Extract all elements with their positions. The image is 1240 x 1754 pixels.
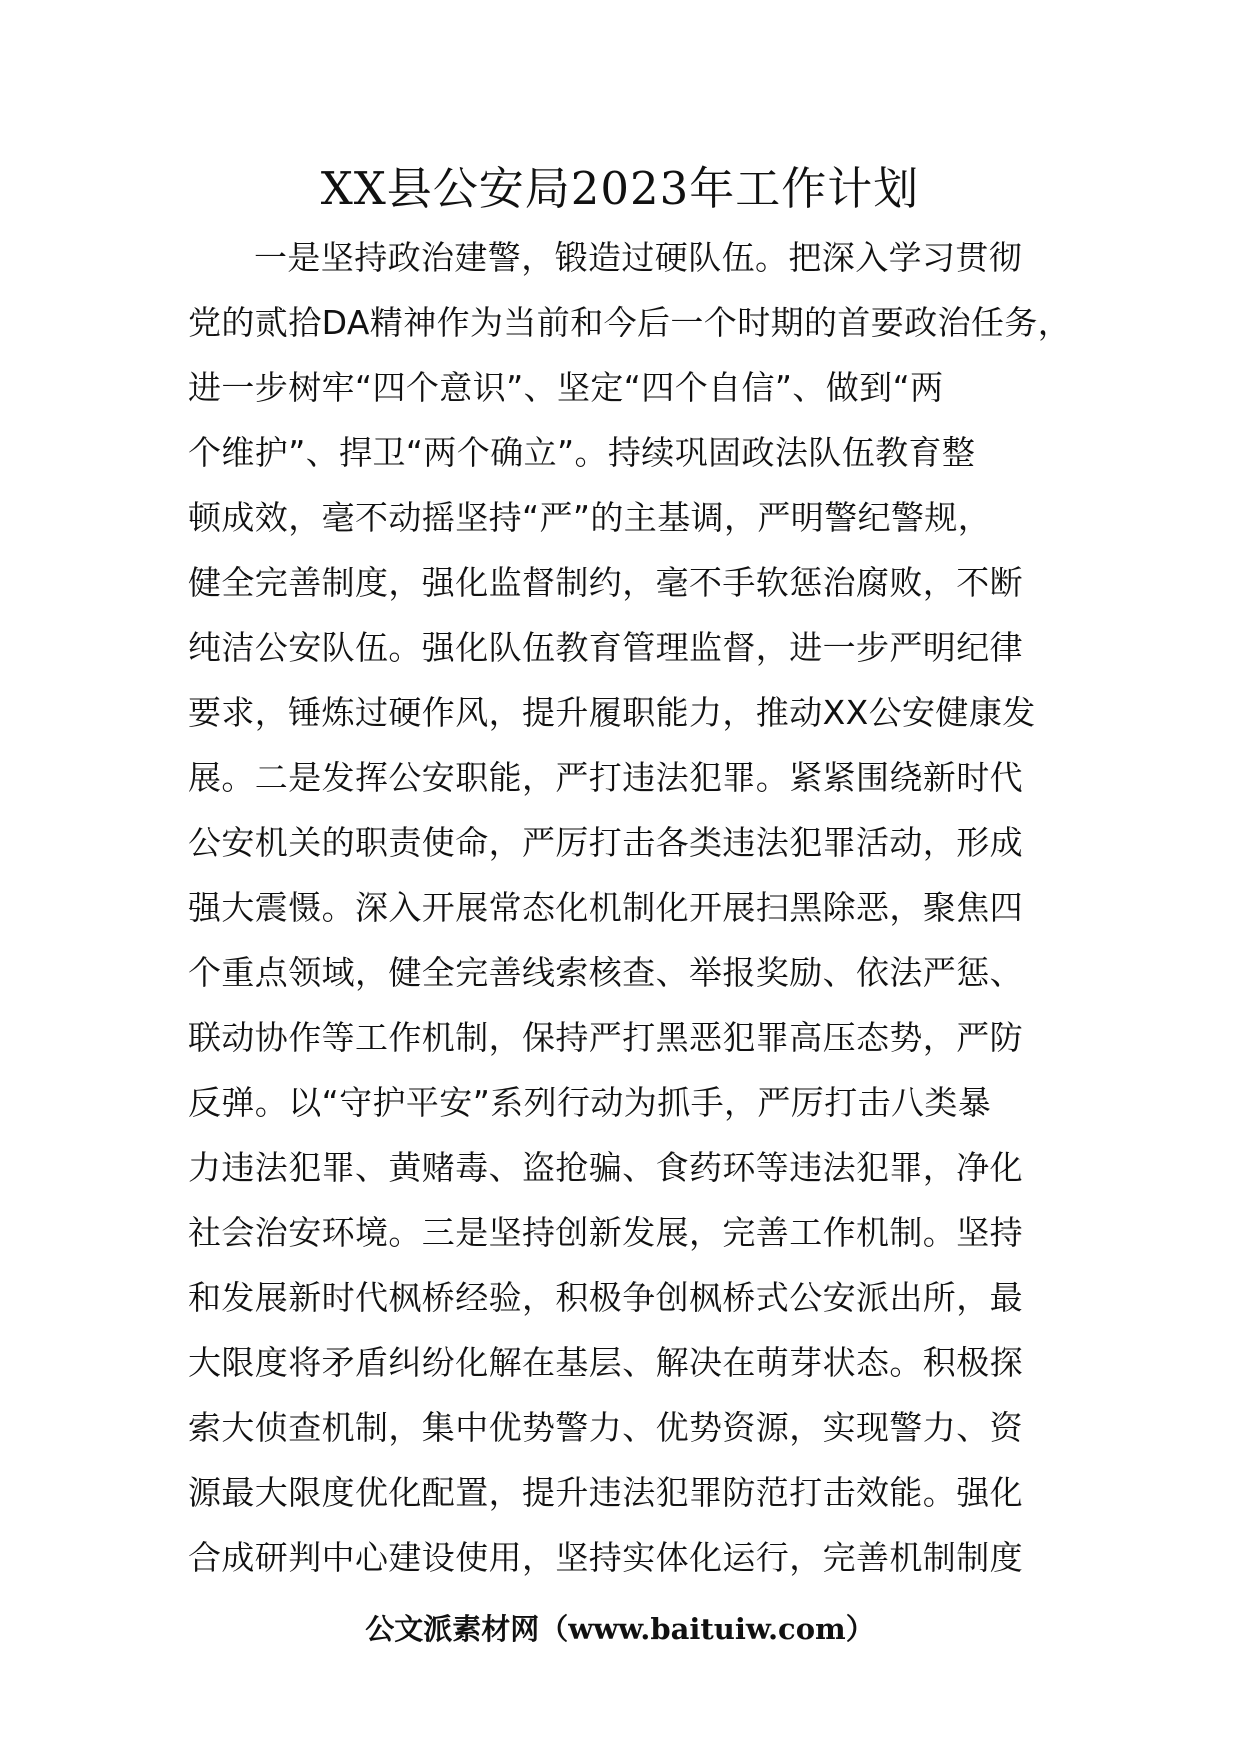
body-line: 公安机关的职责使命，严厉打击各类违法犯罪活动，形成 bbox=[188, 823, 1023, 862]
body-line: 联动协作等工作机制，保持严打黑恶犯罪高压态势，严防 bbox=[188, 1018, 1023, 1057]
body-line: 个维护”、捍卫“两个确立”。持续巩固政法队伍教育整 bbox=[188, 433, 976, 472]
body-line: 社会治安环境。三是坚持创新发展，完善工作机制。坚持 bbox=[188, 1213, 1023, 1252]
body-line: 进一步树牢“四个意识”、坚定“四个自信”、做到“两 bbox=[188, 368, 944, 407]
body-line: 源最大限度优化配置，提升违法犯罪防范打击效能。强化 bbox=[188, 1473, 1023, 1512]
body-line: 个重点领域，健全完善线索核查、举报奖励、依法严惩、 bbox=[188, 953, 1023, 992]
source-footer: 公文派素材网（www.baituiw.com） bbox=[365, 1612, 875, 1646]
document-title: XX县公安局2023年工作计划 bbox=[320, 162, 920, 215]
body-line: 大限度将矛盾纠纷化解在基层、解决在萌芽状态。积极探 bbox=[188, 1343, 1023, 1382]
body-line: 展。二是发挥公安职能，严打违法犯罪。紧紧围绕新时代 bbox=[188, 758, 1023, 797]
body-line: 强大震慑。深入开展常态化机制化开展扫黑除恶，聚焦四 bbox=[188, 888, 1023, 927]
body-line: 纯洁公安队伍。强化队伍教育管理监督，进一步严明纪律 bbox=[188, 628, 1023, 667]
body-line: 力违法犯罪、黄赌毒、盗抢骗、食药环等违法犯罪，净化 bbox=[188, 1148, 1023, 1187]
body-line: 反弹。以“守护平安”系列行动为抓手，严厉打击八类暴 bbox=[188, 1083, 992, 1122]
body-line: 顿成效，毫不动摇坚持“严”的主基调，严明警纪警规， bbox=[188, 498, 992, 537]
body-line: 一是坚持政治建警，锻造过硬队伍。把深入学习贯彻 bbox=[254, 238, 1023, 277]
body-line: 党的贰拾DA精神作为当前和今后一个时期的首要政治任务， bbox=[188, 303, 1072, 342]
body-line: 和发展新时代枫桥经验，积极争创枫桥式公安派出所，最 bbox=[188, 1278, 1023, 1317]
body-line: 索大侦查机制，集中优势警力、优势资源，实现警力、资 bbox=[188, 1408, 1023, 1447]
body-line: 合成研判中心建设使用，坚持实体化运行，完善机制制度 bbox=[188, 1538, 1023, 1577]
body-line: 健全完善制度，强化监督制约，毫不手软惩治腐败，不断 bbox=[188, 563, 1023, 602]
body-line: 要求，锤炼过硬作风，提升履职能力，推动XX公安健康发 bbox=[188, 693, 1036, 732]
document-body bbox=[188, 225, 1072, 1590]
